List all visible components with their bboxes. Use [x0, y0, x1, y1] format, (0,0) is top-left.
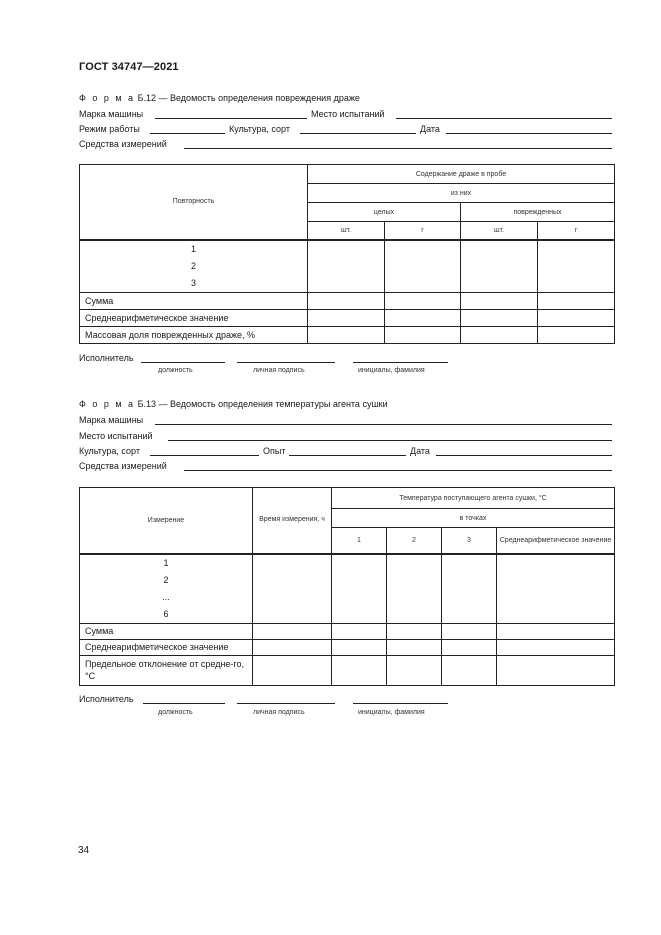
form12-unit-damaged-pcs: шт. [461, 222, 538, 240]
form13-title [79, 399, 388, 410]
table-cell[interactable] [253, 554, 332, 624]
form12-col-repeat: Повторность [80, 165, 308, 240]
table-cell[interactable] [308, 292, 385, 309]
table-cell[interactable] [387, 623, 442, 639]
form12-form-word: Ф о р м а [79, 93, 136, 103]
form12-place-line[interactable] [396, 118, 612, 119]
form12-unit-whole-g: г [385, 222, 461, 240]
table-cell[interactable] [387, 554, 442, 624]
form12-signature-line[interactable] [237, 362, 335, 363]
form12-name-line[interactable] [353, 362, 448, 363]
form12-executor-label: Исполнитель [79, 353, 134, 363]
form12-place-label: Место испытаний [311, 109, 385, 119]
form13-row-mean: Среднеарифметическое значение [80, 639, 253, 655]
form13-row-number: 2 [163, 574, 169, 585]
table-cell[interactable] [461, 309, 538, 326]
table-cell[interactable] [308, 326, 385, 343]
form13-col-mean: Среднеарифметическое значение [497, 528, 615, 554]
page-number: 34 [78, 845, 90, 856]
form12-position-caption: должность [158, 367, 193, 374]
form13-name-line[interactable] [353, 703, 448, 704]
form13-means-line[interactable] [184, 470, 612, 471]
form12-culture-line[interactable] [300, 133, 416, 134]
table-cell[interactable] [538, 240, 615, 293]
form12-row-sum: Сумма [80, 292, 308, 309]
table-cell[interactable] [442, 655, 497, 685]
form13-culture-label: Культура, сорт [79, 446, 140, 456]
form13-table [79, 487, 615, 686]
table-cell[interactable] [442, 639, 497, 655]
form13-row-numbers [80, 554, 253, 624]
form13-row-number: 6 [163, 608, 169, 619]
table-cell[interactable] [385, 240, 461, 293]
form13-point-1: 1 [332, 528, 387, 554]
form12-means-label: Средства измерений [79, 139, 167, 149]
form12-row-number: 3 [190, 277, 196, 288]
form13-means-label: Средства измерений [79, 461, 167, 471]
form13-title-text: Б.13 — Ведомость определения температуры агента сушки [137, 399, 388, 409]
table-cell[interactable] [497, 655, 615, 685]
form13-point-2: 2 [387, 528, 442, 554]
document-id: ГОСТ 34747—2021 [79, 61, 179, 73]
table-cell[interactable] [253, 655, 332, 685]
table-cell[interactable] [497, 623, 615, 639]
form13-date-line[interactable] [436, 455, 612, 456]
form12-row-number: 1 [190, 243, 196, 254]
form12-culture-label: Культура, сорт [229, 124, 290, 134]
form12-name-caption: инициалы, фамилия [358, 367, 425, 374]
form12-machine-label: Марка машины [79, 109, 144, 119]
form12-col-damaged: поврежденных [461, 203, 615, 222]
form12-table [79, 164, 615, 344]
form12-date-label: Дата [420, 124, 440, 134]
form13-executor-label: Исполнитель [79, 694, 134, 704]
form13-experiment-line[interactable] [289, 455, 406, 456]
form12-row-mass: Массовая доля поврежденных драже, % [80, 326, 308, 343]
form13-row-dev: Предельное отклонение от средне-го, °С [80, 655, 253, 685]
form13-culture-line[interactable] [150, 455, 259, 456]
form13-machine-label: Марка машины [79, 415, 144, 425]
table-cell[interactable] [538, 309, 615, 326]
form13-col-temp: Температура поступающего агента сушки, °С [332, 488, 615, 509]
table-cell[interactable] [461, 240, 538, 293]
form13-place-line[interactable] [168, 440, 612, 441]
form12-unit-damaged-g: г [538, 222, 615, 240]
form12-position-line[interactable] [141, 362, 225, 363]
table-cell[interactable] [461, 326, 538, 343]
table-cell[interactable] [253, 639, 332, 655]
table-cell[interactable] [385, 326, 461, 343]
form12-row-number: 2 [190, 260, 196, 271]
form13-signature-line[interactable] [237, 703, 335, 704]
form13-row-sum: Сумма [80, 623, 253, 639]
form12-machine-line[interactable] [155, 118, 307, 119]
form13-machine-line[interactable] [155, 424, 612, 425]
table-cell[interactable] [332, 554, 387, 624]
table-cell[interactable] [461, 292, 538, 309]
table-cell[interactable] [538, 292, 615, 309]
form13-col-points: в точках [332, 509, 615, 528]
form12-signature-caption: личная подпись [253, 367, 305, 374]
table-cell[interactable] [387, 639, 442, 655]
form12-mode-label: Режим работы [79, 124, 140, 134]
form13-row-number: ... [162, 591, 170, 602]
form13-position-line[interactable] [143, 703, 225, 704]
table-cell[interactable] [385, 309, 461, 326]
form12-means-line[interactable] [184, 148, 612, 149]
table-cell[interactable] [497, 554, 615, 624]
form13-row-number: 1 [163, 557, 169, 568]
form12-title-text: Б.12 — Ведомость определения повреждения драже [137, 93, 360, 103]
form13-experiment-label: Опыт [263, 446, 286, 456]
form13-col-time: Время измерения, ч [253, 488, 332, 554]
table-cell[interactable] [538, 326, 615, 343]
form12-unit-whole-pcs: шт. [308, 222, 385, 240]
form12-col-content: Содержание драже в пробе [308, 165, 615, 184]
table-cell[interactable] [332, 623, 387, 639]
table-cell[interactable] [497, 639, 615, 655]
table-cell[interactable] [253, 623, 332, 639]
table-cell[interactable] [332, 639, 387, 655]
form13-col-measure: Измерение [80, 488, 253, 554]
table-cell[interactable] [387, 655, 442, 685]
form13-date-label: Дата [410, 446, 430, 456]
table-cell[interactable] [308, 309, 385, 326]
form12-mode-line[interactable] [150, 133, 225, 134]
table-cell[interactable] [442, 554, 497, 624]
table-cell[interactable] [442, 623, 497, 639]
form13-form-word: Ф о р м а [79, 399, 136, 409]
form13-place-label: Место испытаний [79, 431, 153, 441]
form12-row-mean: Среднеарифметическое значение [80, 309, 308, 326]
form12-row-numbers [80, 240, 308, 293]
form13-point-3: 3 [442, 528, 497, 554]
table-cell[interactable] [385, 292, 461, 309]
form12-col-of-them: из них [308, 184, 615, 203]
form13-signature-caption: личная подпись [253, 709, 305, 716]
table-cell[interactable] [332, 655, 387, 685]
form13-name-caption: инициалы, фамилия [358, 709, 425, 716]
form12-title [79, 93, 360, 104]
form13-position-caption: должность [158, 709, 193, 716]
table-cell[interactable] [308, 240, 385, 293]
form12-col-whole: целых [308, 203, 461, 222]
form12-date-line[interactable] [446, 133, 612, 134]
